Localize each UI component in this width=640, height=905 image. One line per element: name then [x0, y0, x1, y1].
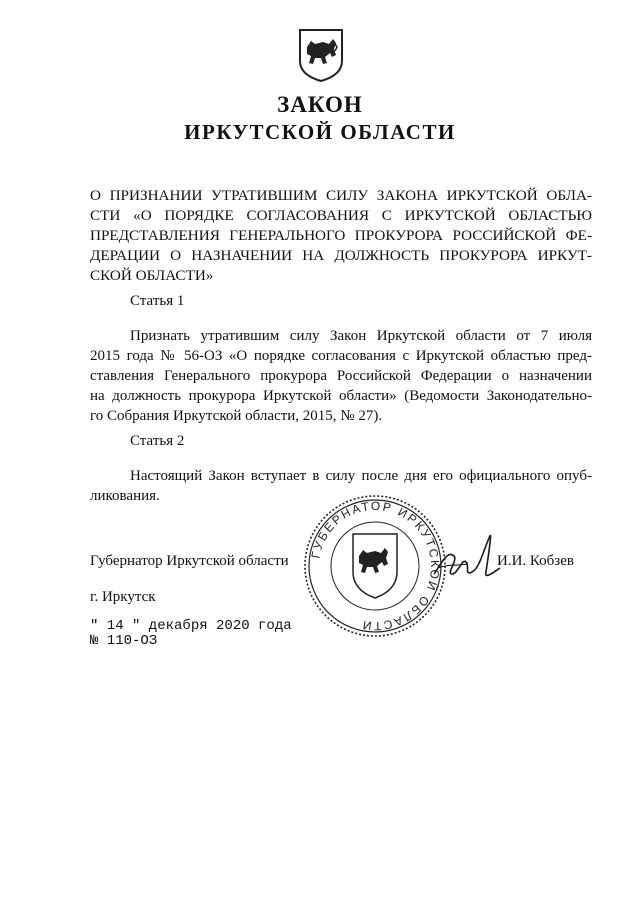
article1-line: 2015 года № 56-ОЗ «О порядке согласования с Иркутской областью пред-: [90, 348, 592, 364]
article1-line: ставления Генерального прокурора Российской Федерации о назначении: [90, 368, 592, 384]
article2-line: ликования.: [90, 488, 160, 504]
city: г. Иркутск: [90, 589, 156, 605]
signing-date: " 14 " декабря 2020 года: [90, 618, 292, 634]
subject-line: ДЕРАЦИИ О НАЗНАЧЕНИИ НА ДОЛЖНОСТЬ ПРОКУРОРА ИРКУТ-: [90, 247, 592, 264]
subject-line: СКОЙ ОБЛАСТИ»: [90, 267, 214, 284]
handwritten-signature: [428, 528, 504, 588]
subject-line: ПРЕДСТАВЛЕНИЯ ГЕНЕРАЛЬНОГО ПРОКУРОРА РОССИЙСКОЙ ФЕ-: [90, 227, 592, 244]
article2-line: Настоящий Закон вступает в силу после дня его официального опуб-: [130, 468, 592, 484]
signatory-name: И.И. Кобзев: [497, 553, 574, 569]
signatory-title: Губернатор Иркутской области: [90, 553, 289, 569]
law-subject: [90, 186, 592, 286]
subject-line: СТИ «О ПОРЯДКЕ СОГЛАСОВАНИЯ С ИРКУТСКОЙ ОБЛАСТЬЮ: [90, 207, 592, 224]
article1-line: Признать утратившим силу Закон Иркутской области от 7 июля: [130, 328, 592, 344]
svg-text:ГУБЕРНАТОР ИРКУТСКОЙ ОБЛАСТИ: ГУБЕРНАТОР ИРКУТСКОЙ ОБЛАСТИ: [308, 498, 443, 634]
article2-heading: Статья 2: [130, 433, 185, 449]
article1-heading: Статья 1: [130, 293, 185, 309]
subject-line: О ПРИЗНАНИИ УТРАТИВШИМ СИЛУ ЗАКОНА ИРКУТСКОЙ ОБЛА-: [90, 187, 592, 204]
article1-line: на должность прокурора Иркутской области» (Ведомости Законодательно-: [90, 388, 592, 404]
law-number: № 110-ОЗ: [90, 633, 158, 649]
article1-body: [90, 326, 592, 426]
law-title: ЗАКОН: [277, 92, 363, 117]
coat-of-arms-emblem: [297, 27, 345, 83]
article1-line: го Собрания Иркутской области, 2015, № 27).: [90, 408, 383, 424]
governor-seal: [303, 494, 447, 638]
law-region-title: ИРКУТСКОЙ ОБЛАСТИ: [184, 120, 456, 144]
